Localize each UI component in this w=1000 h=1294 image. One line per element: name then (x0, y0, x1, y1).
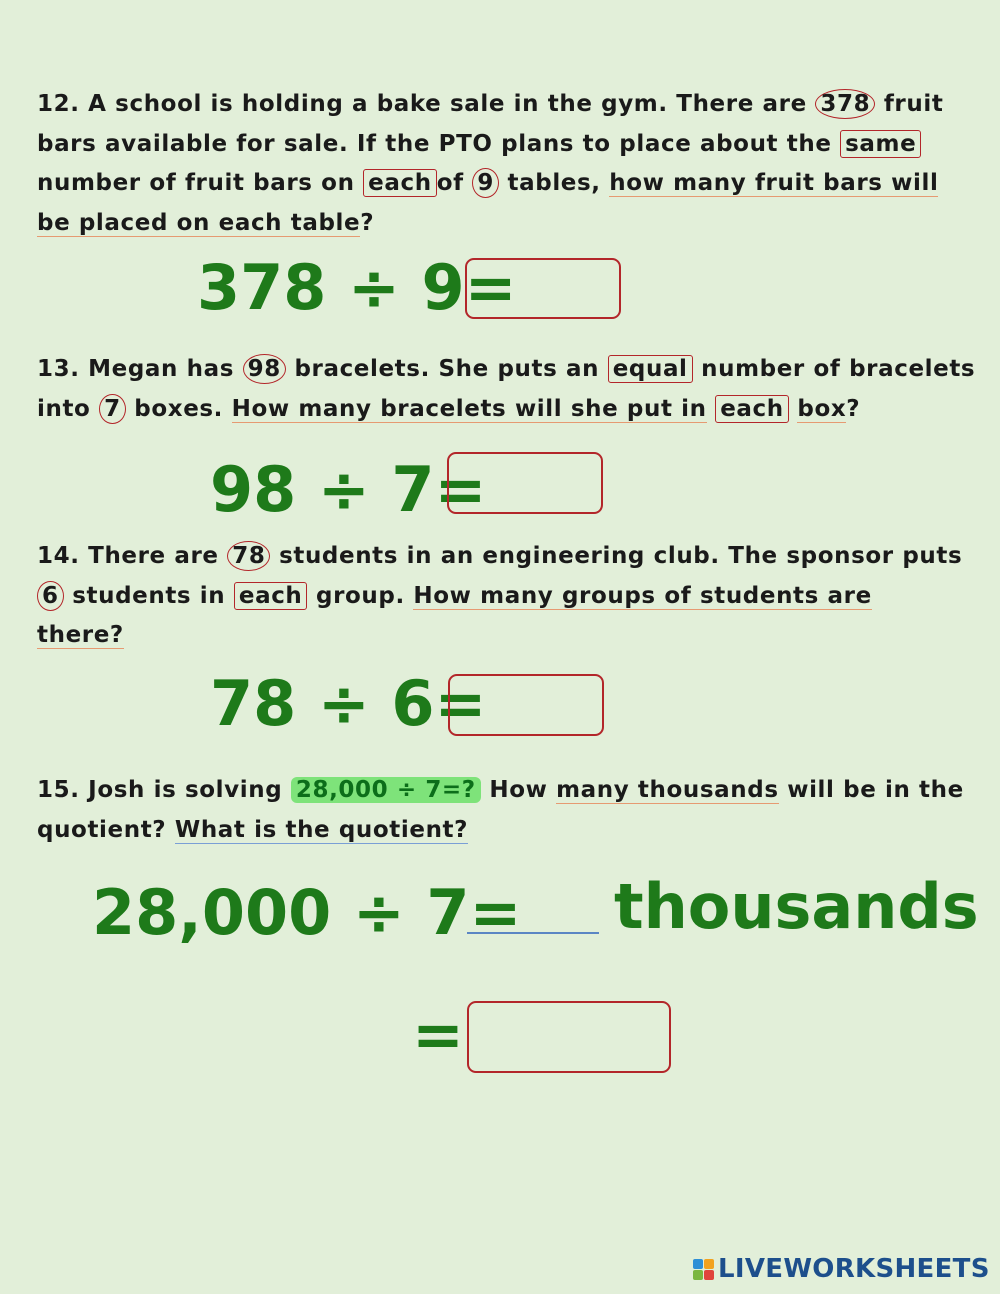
logo-square (693, 1270, 703, 1280)
problem-text: ? (846, 395, 861, 422)
logo-mark-icon (693, 1259, 714, 1280)
circled-number: 7 (99, 394, 126, 424)
boxed-keyword: each (715, 395, 789, 423)
answer-blank-thousands[interactable] (467, 932, 599, 934)
equation-13: 98 ÷ 7= (210, 453, 487, 526)
circled-number: 78 (227, 541, 270, 571)
circled-number: 98 (243, 354, 286, 384)
problem-text: How (489, 777, 548, 803)
equation-12: 378 ÷ 9= (197, 251, 517, 324)
boxed-keyword: each (234, 582, 308, 610)
circled-number: 378 (815, 89, 875, 119)
thousands-label: thousands (614, 870, 979, 943)
answer-box-14[interactable] (448, 674, 604, 736)
boxed-keyword: equal (608, 355, 693, 383)
problem-14 (37, 537, 967, 656)
problem-13 (37, 350, 982, 429)
logo-square (704, 1270, 714, 1280)
problem-text: fruit bars available for sale. If the PTO plans to place about the (37, 91, 944, 157)
problem-text: students in (72, 582, 226, 609)
problem-text: will be in the quotient? (37, 777, 964, 843)
problem-text: There are (88, 543, 219, 569)
problem-15 (37, 771, 967, 850)
problem-text: ? (360, 209, 375, 236)
problem-text: number of fruit bars on (37, 170, 355, 196)
underlined-question: box (797, 395, 847, 422)
problem-text: number of bracelets into (37, 356, 976, 422)
logo-square (693, 1259, 703, 1269)
answer-box-15[interactable] (467, 1001, 671, 1073)
equation-15: 28,000 ÷ 7= (92, 876, 522, 949)
problem-number: 12. (37, 91, 80, 117)
problem-text: of (436, 170, 464, 196)
underlined-question: many thousands (556, 777, 779, 803)
problem-text: Megan has (88, 356, 234, 382)
highlighted-expression: 28,000 ÷ 7=? (291, 777, 481, 803)
underlined-question: How many bracelets will she put in (231, 395, 707, 422)
problem-text: group. (316, 582, 405, 609)
equation-14: 78 ÷ 6= (210, 667, 487, 740)
circled-number: 9 (472, 168, 499, 198)
underlined-question: how many fruit bars will be placed on each table (37, 170, 939, 236)
problem-number: 15. (37, 777, 80, 803)
problem-text: bracelets. She puts an (294, 356, 600, 382)
boxed-keyword: same (840, 130, 921, 158)
problem-12 (37, 85, 967, 243)
problem-text: Josh is solving (88, 777, 283, 803)
circled-number: 6 (37, 581, 64, 611)
problem-text: A school is holding a bake sale in the gym. There are (88, 91, 807, 117)
answer-box-12[interactable] (465, 258, 621, 319)
underlined-question: How many groups of students are there? (37, 582, 872, 648)
underlined-question: What is the quotient? (174, 816, 469, 843)
equals-sign: = (412, 998, 464, 1071)
boxed-keyword: each (363, 169, 437, 197)
problem-text: boxes. (134, 395, 224, 422)
liveworksheets-logo (693, 1254, 990, 1284)
logo-text: LIVEWORKSHEETS (718, 1254, 990, 1284)
logo-square (704, 1259, 714, 1269)
problem-number: 13. (37, 356, 80, 382)
problem-text: students in an engineering club. The sponsor puts (279, 543, 963, 569)
answer-box-13[interactable] (447, 452, 603, 514)
problem-number: 14. (37, 543, 80, 569)
problem-text: tables, (507, 170, 601, 196)
